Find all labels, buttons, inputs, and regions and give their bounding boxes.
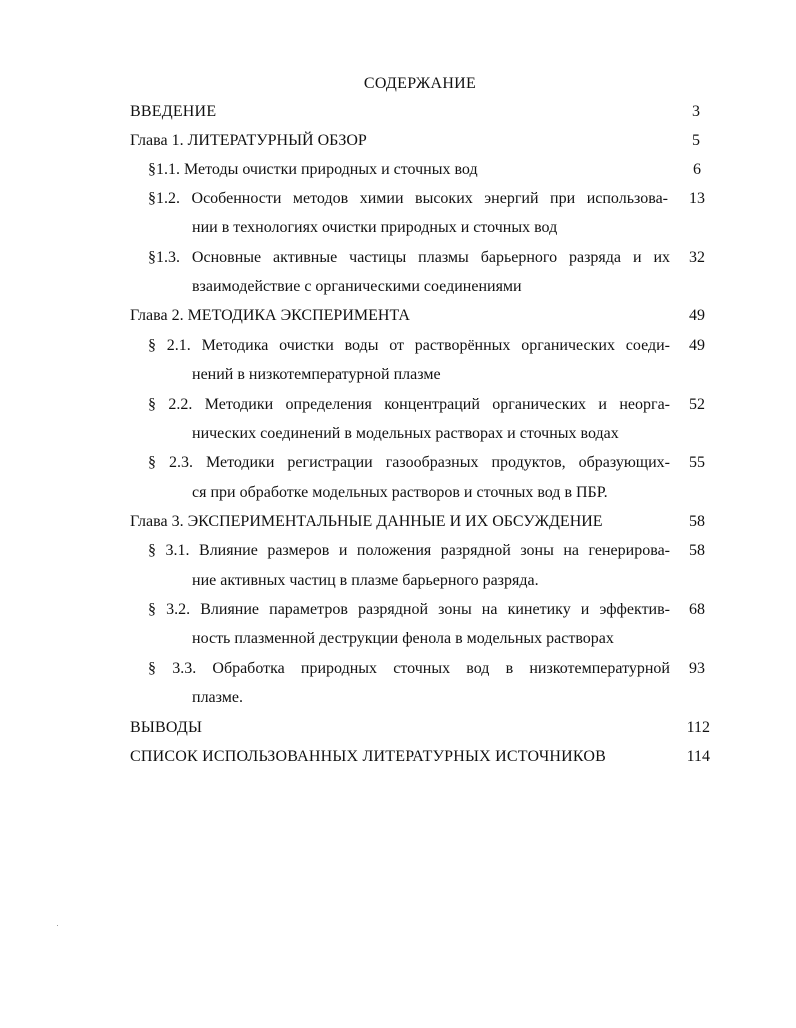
toc-page-introduction: 3 [692, 103, 700, 120]
toc-page-chapter-1: 5 [692, 132, 700, 149]
scan-speck [432, 520, 433, 521]
toc-page-3-1: 58 [689, 542, 705, 559]
toc-entry-references: СПИСОК ИСПОЛЬЗОВАННЫХ ЛИТЕРАТУРНЫХ ИСТОЧНИКОВ [130, 748, 607, 765]
toc-page-chapter-3: 58 [689, 513, 705, 530]
toc-entry-3-3-line-1: § 3.3. Обработка природных сточных вод в низкотемпературной [148, 660, 670, 677]
toc-entry-3-1-line-2: ние активных частиц в плазме барьерного разряда. [192, 572, 539, 589]
toc-page-1-3: 32 [689, 249, 705, 266]
toc-page-2-2: 52 [689, 396, 705, 413]
toc-page-conclusions: 112 [686, 719, 710, 736]
toc-title: СОДЕРЖАНИЕ [363, 75, 477, 92]
toc-entry-1-1: §1.1. Методы очистки природных и сточных вод [148, 161, 478, 178]
toc-page-3-3: 93 [689, 660, 705, 677]
toc-entry-1-2-line-2: нии в технологиях очистки природных и сточных вод [192, 219, 558, 236]
toc-entry-3-1-line-1: § 3.1. Влияние размеров и положения разрядной зоны на генерирова- [148, 542, 670, 559]
toc-entry-introduction: ВВЕДЕНИЕ [130, 103, 217, 120]
toc-entry-2-3-line-2: ся при обработке модельных растворов и сточных вод в ПБР. [192, 484, 608, 501]
toc-entry-2-3-line-1: § 2.3. Методики регистрации газообразных продуктов, образующих- [148, 454, 670, 471]
toc-entry-2-1-line-1: § 2.1. Методика очистки воды от растворённых органических соеди- [148, 337, 670, 354]
toc-entry-conclusions: ВЫВОДЫ [130, 719, 203, 736]
toc-page-chapter-2: 49 [689, 307, 705, 324]
toc-page-1-2: 13 [689, 190, 705, 207]
toc-entry-1-2-line-1: §1.2. Особенности методов химии высоких энергий при использова- [148, 190, 668, 207]
toc-entry-3-2-line-1: § 3.2. Влияние параметров разрядной зоны на кинетику и эффектив- [148, 601, 670, 618]
toc-page-3-2: 68 [689, 601, 705, 618]
toc-entry-2-2-line-1: § 2.2. Методики определения концентраций органических и неорга- [148, 396, 670, 413]
toc-page-1-1: 6 [693, 161, 701, 178]
toc-page-2-1: 49 [689, 337, 705, 354]
toc-page-references: 114 [686, 748, 710, 765]
toc-entry-1-3-line-2: взаимодействие с органическими соединениями [192, 278, 522, 295]
toc-entry-chapter-2: Глава 2. МЕТОДИКА ЭКСПЕРИМЕНТА [130, 307, 410, 324]
toc-entry-chapter-1: Глава 1. ЛИТЕРАТУРНЫЙ ОБЗОР [130, 132, 367, 149]
toc-entry-1-3-line-1: §1.3. Основные активные частицы плазмы барьерного разряда и их [148, 249, 670, 266]
toc-entry-3-2-line-2: ность плазменной деструкции фенола в модельных растворах [192, 630, 614, 647]
scan-speck [57, 925, 58, 926]
toc-page-2-3: 55 [689, 454, 705, 471]
toc-entry-3-3-line-2: плазме. [192, 689, 243, 706]
toc-entry-2-1-line-2: нений в низкотемпературной плазме [192, 366, 441, 383]
toc-entry-2-2-line-2: нических соединений в модельных растворах и сточных водах [192, 425, 619, 442]
toc-entry-chapter-3: Глава 3. ЭКСПЕРИМЕНТАЛЬНЫЕ ДАННЫЕ И ИХ ОБСУЖДЕНИЕ [130, 513, 603, 530]
